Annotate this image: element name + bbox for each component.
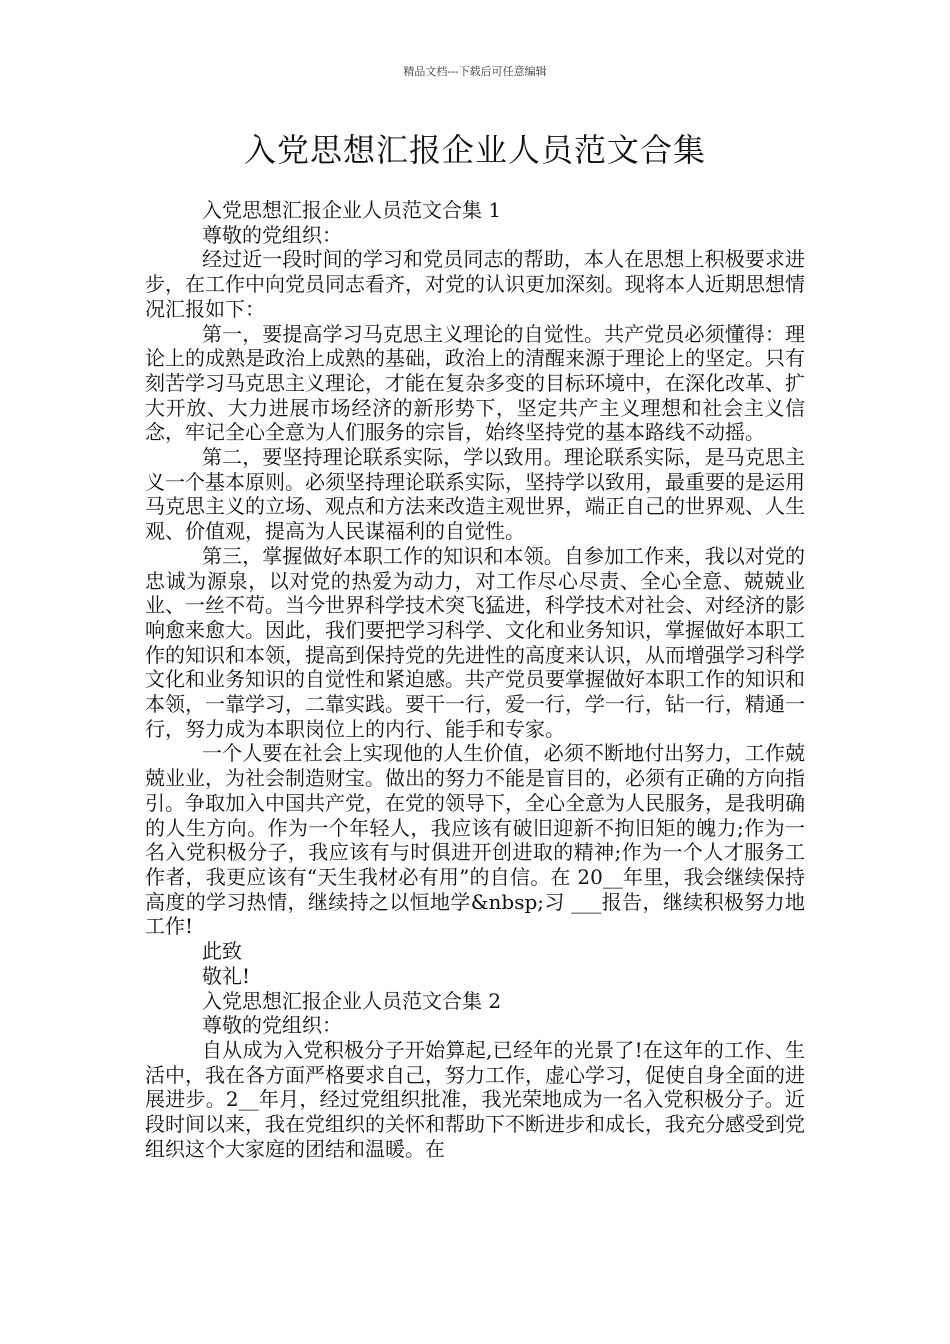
paragraph-activist: 自从成为入党积极分子开始算起,已经年的光景了!在这年的工作、生活中，我在各方面严格要求自己，努力工作，虚心学习，促使自身全面的进展进步。2__年月，经过党组织批准，我光荣地成为一名入党积极分子。近段时间以来，我在党组织的关怀和帮助下不断进步和成长，我充分感受到党组织这个大家庭的团结和温暖。在 [145,1037,805,1161]
document-body [145,198,805,1161]
salutation-1: 尊敬的党组织： [202,222,342,247]
closing-ci-zhi: 此致 [202,939,242,964]
paragraph-third-point: 第三，掌握做好本职工作的知识和本领。自参加工作来，我以对党的忠诚为源泉，以对党的热爱为动力，对工作尽心尽责、全心全意、兢兢业业、一丝不苟。当今世界科学技术突飞猛进，科学技术对社会、对经济的影响愈来愈大。因此，我们要把学习科学、文化和业务知识，掌握做好本职工作的知识和本领，提高到保持党的先进性的高度来认识，从而增强学习科学文化和业务知识的自觉性和紧迫感。共产党员要掌握做好本职工作的知识和本领，一靠学习，二靠实践。要干一行，爱一行，学一行，钻一行，精通一行，努力成为本职岗位上的内行、能手和专家。 [145,543,805,741]
paragraph-second-point: 第二，要坚持理论联系实际，学以致用。理论联系实际，是马克思主义一个基本原则。必须坚持理论联系实际，坚持学以致用，最重要的是运用马克思主义的立场、观点和方法来改造主观世界，端正自己的世界观、人生观、价值观，提高为人民谋福利的自觉性。 [145,445,805,544]
paragraph-life-value: 一个人要在社会上实现他的人生价值，必须不断地付出努力，工作兢兢业业，为社会制造财宝。做出的努力不能是盲目的，必须有正确的方向指引。争取加入中国共产党，在党的领导下，全心全意为人民服务，是我明确的人生方向。作为一个年轻人，我应该有破旧迎新不拘旧矩的魄力;作为一名入党积极分子，我应该有与时俱进开创进取的精神;作为一个人才服务工作者，我更应该有“天生我材必有用”的自信。在 20__年里，我会继续保持高度的学习热情，继续持之以恒地学&nbsp;习 ___报告，继续积极努力地工作! [145,741,805,939]
header-note: 精品文档---下载后可任意编辑 [403,65,547,78]
document-title: 入党思想汇报企业人员范文合集 [243,131,706,169]
closing-jing-li: 敬礼! [202,963,251,988]
salutation-2: 尊敬的党组织： [202,1013,342,1038]
paragraph-intro: 经过近一段时间的学习和党员同志的帮助，本人在思想上积极要求进步，在工作中向党员同志看齐，对党的认识更加深刻。现将本人近期思想情况汇报如下： [145,247,805,321]
paragraph-first-point: 第一，要提高学习马克思主义理论的自觉性。共产党员必须懂得：理论上的成熟是政治上成熟的基础，政治上的清醒来源于理论上的坚定。只有刻苦学习马克思主义理论，才能在复杂多变的目标环境中，在深化改革、扩大开放、大力进展市场经济的新形势下，坚定共产主义理想和社会主义信念，牢记全心全意为人们服务的宗旨，始终坚持党的基本路线不动摇。 [145,321,805,445]
section-heading-2: 入党思想汇报企业人员范文合集 2 [202,988,502,1013]
section-heading-1: 入党思想汇报企业人员范文合集 1 [202,198,502,222]
